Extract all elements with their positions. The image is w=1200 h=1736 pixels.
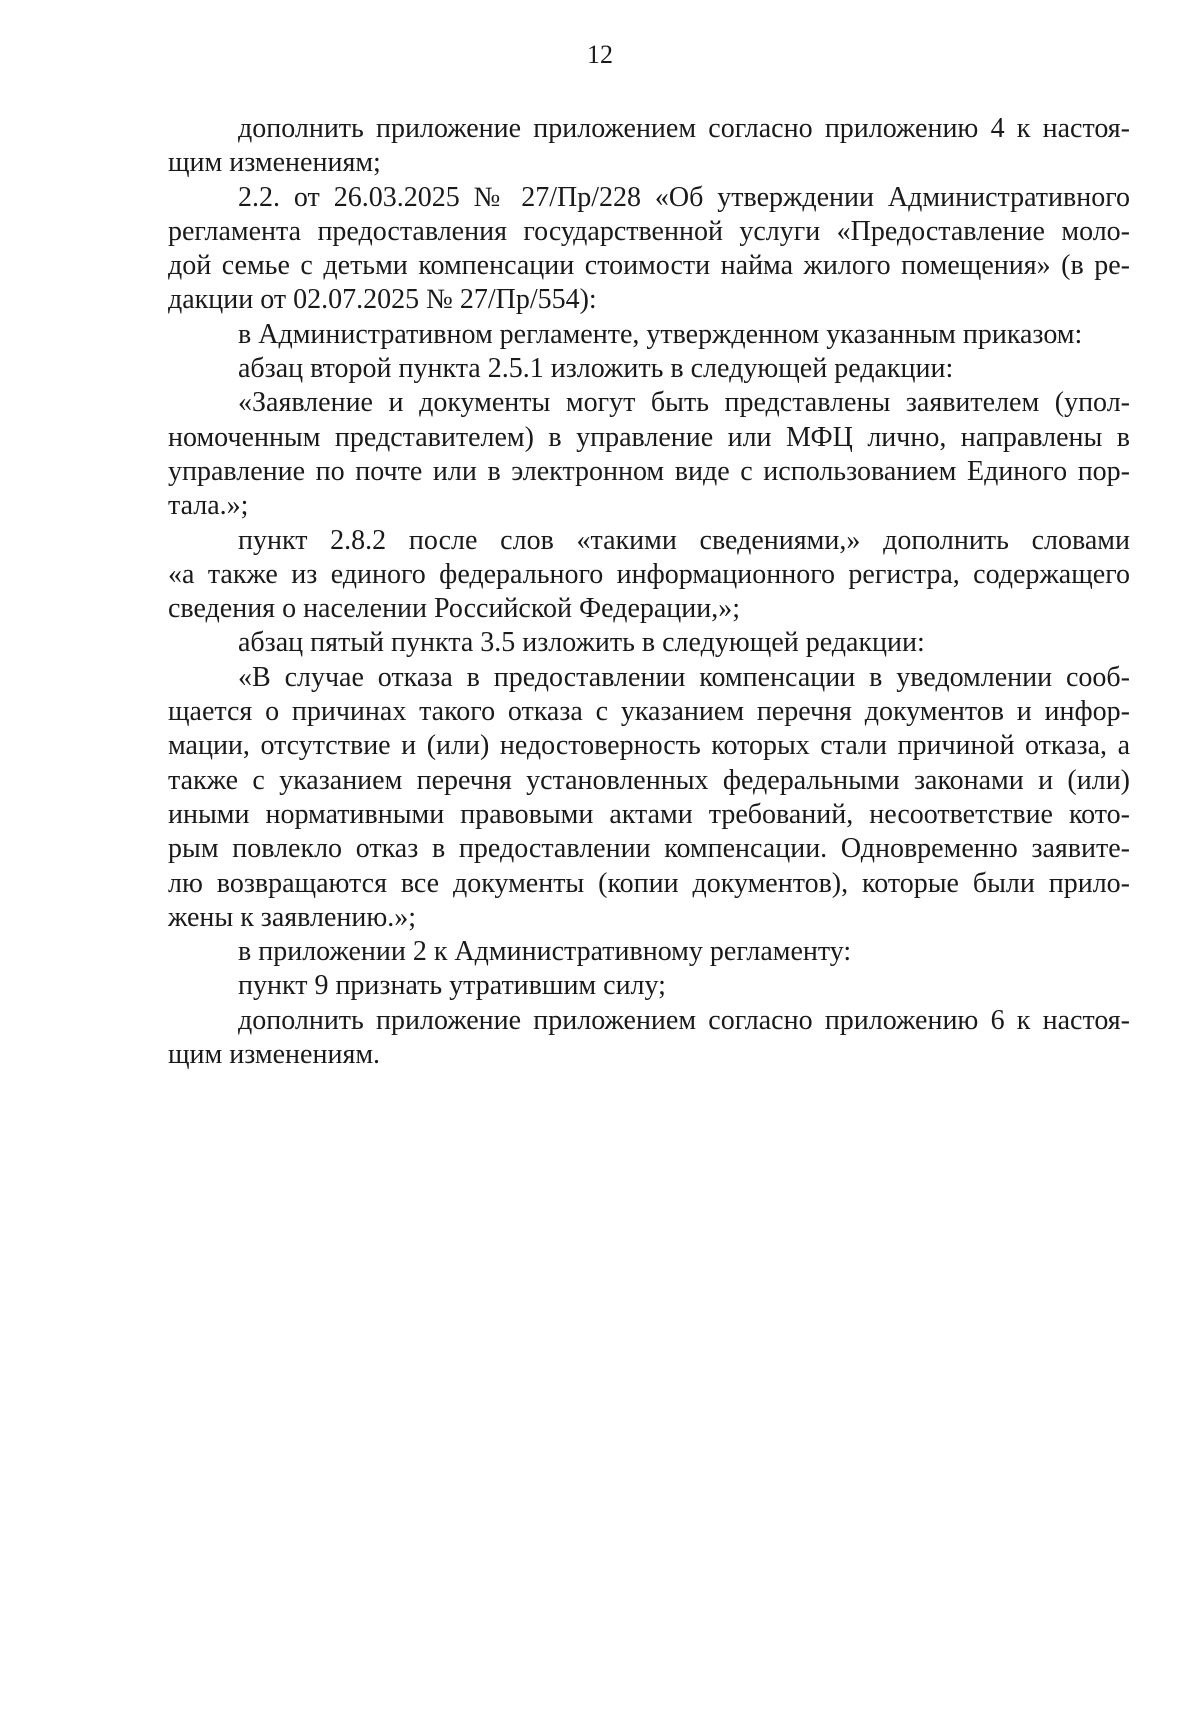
text-line: «а также из единого федерального информационного регистра, содержащего (168, 558, 1130, 590)
text-line: абзац второй пункта 2.5.1 изложить в следующей редакции: (238, 353, 954, 385)
text-line: дакции от 02.07.2025 № 27/Пр/554): (168, 284, 597, 316)
text-line: управление по почте или в электронном виде с использованием Единого пор- (168, 455, 1130, 487)
text-line: абзац пятый пункта 3.5 изложить в следующей редакции: (238, 627, 925, 659)
text-line: сведения о населении Российской Федерации,»; (168, 593, 741, 625)
text-line: также с указанием перечня установленных федеральными законами и (или) (168, 764, 1130, 796)
text-line: иными нормативными правовыми актами требований, несоответствие кото- (168, 798, 1130, 830)
text-line: жены к заявлению.»; (168, 901, 417, 933)
text-line: регламента предоставления государственной услуги «Предоставление моло- (168, 215, 1130, 247)
text-line: тала.»; (168, 490, 249, 522)
text-line: дой семье с детьми компенсации стоимости найма жилого помещения» (в ре- (168, 250, 1130, 282)
text-line: в Административном регламенте, утвержденном указанным приказом: (238, 318, 1083, 350)
text-line: номоченным представителем) в управление или МФЦ лично, направлены в (168, 421, 1130, 453)
text-line: пункт 9 признать утратившим силу; (238, 970, 666, 1002)
text-line: в приложении 2 к Административному регламенту: (238, 936, 852, 968)
text-line: щим изменениям. (168, 1039, 381, 1071)
text-line: дополнить приложение приложением согласно приложению 4 к настоя- (238, 113, 1130, 144)
text-line: щим изменениям; (168, 147, 381, 179)
text-line: лю возвращаются все документы (копии документов), которые были прило- (168, 867, 1130, 899)
page-number: 12 (587, 40, 613, 69)
text-line: «Заявление и документы могут быть представлены заявителем (упол- (238, 387, 1130, 419)
document-body (168, 112, 1130, 1072)
text-line: щается о причинах такого отказа с указанием перечня документов и инфор- (168, 696, 1130, 728)
text-line: пункт 2.8.2 после слов «такими сведениями,» дополнить словами (238, 524, 1130, 556)
text-line: рым повлекло отказ в предоставлении компенсации. Одновременно заявите- (168, 833, 1130, 865)
text-line: 2.2. от 26.03.2025 № 27/Пр/228 «Об утверждении Административного (238, 181, 1130, 213)
text-line: дополнить приложение приложением согласно приложению 6 к настоя- (238, 1004, 1130, 1036)
text-line: «В случае отказа в предоставлении компенсации в уведомлении сооб- (238, 661, 1130, 693)
text-line: мации, отсутствие и (или) недостоверность которых стали причиной отказа, а (168, 730, 1130, 762)
